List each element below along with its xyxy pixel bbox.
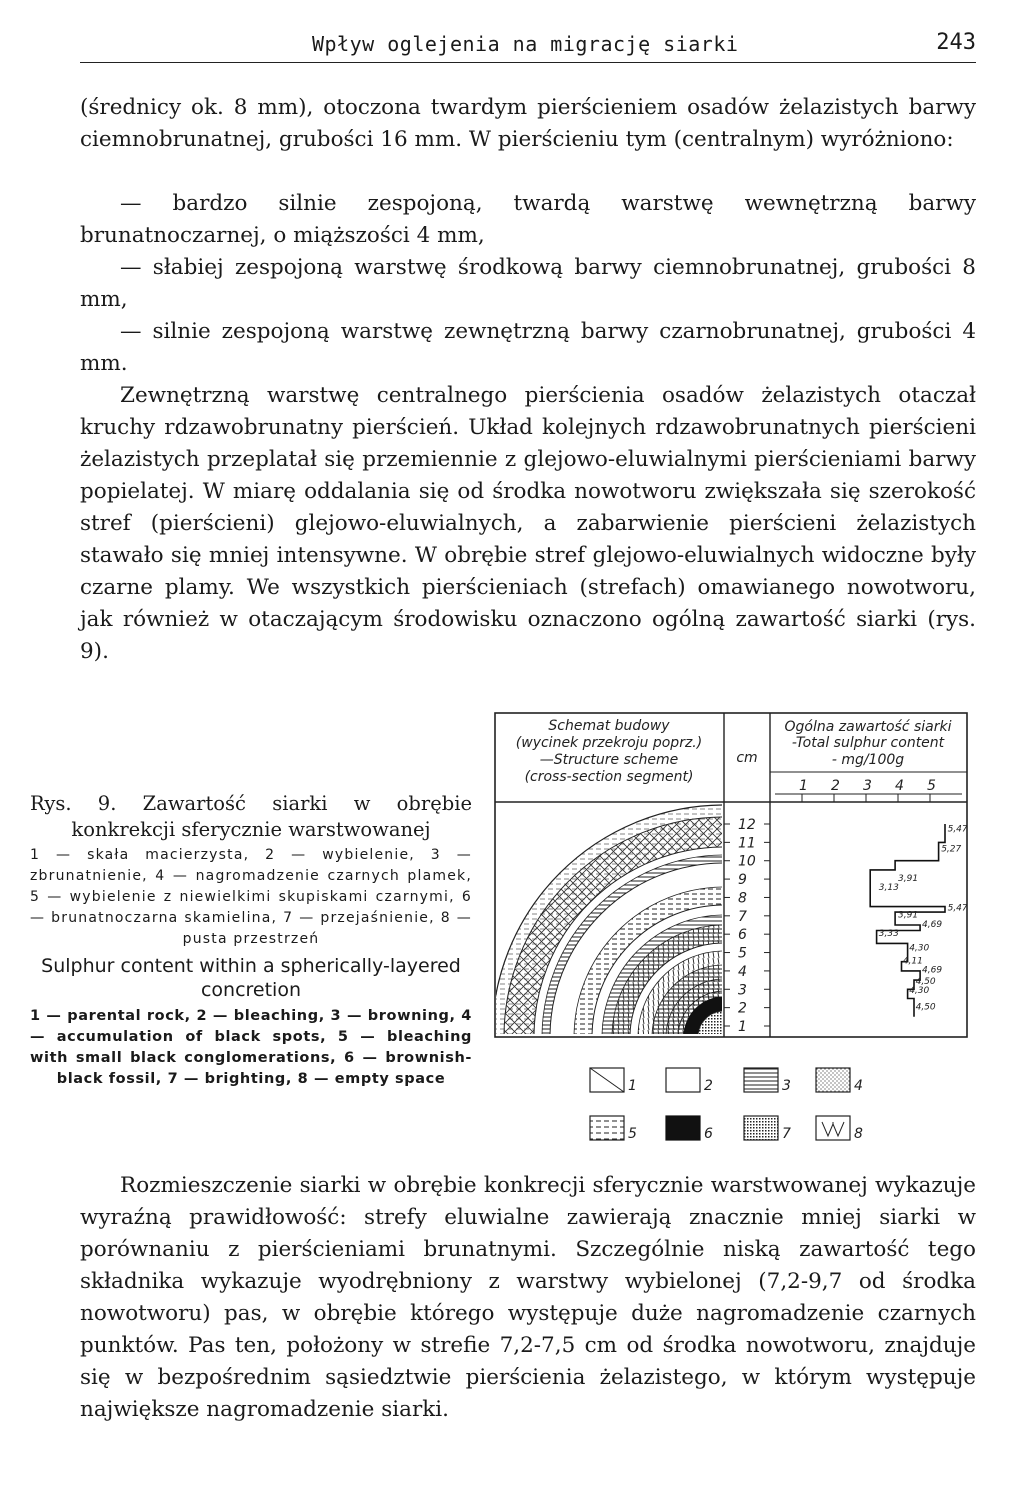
- cm-tick-label: 2: [738, 1000, 747, 1017]
- cm-tick-label: 5: [738, 945, 747, 962]
- value-labels: [879, 824, 968, 1012]
- cm-tick-label: 11: [738, 835, 756, 852]
- symbol-legend: [588, 1064, 888, 1148]
- sulphur-header-line: -Total sulphur content: [791, 735, 945, 751]
- running-header: [80, 28, 976, 63]
- scale-tick-label: 2: [831, 778, 840, 794]
- legend-item-7: [744, 1116, 791, 1142]
- page-number: 243: [936, 30, 976, 55]
- value-label: 4,69: [922, 965, 943, 976]
- caption-pl-legend: 1 — skała macierzysta, 2 — wybielenie, 3 — zbrunatnienie, 4 — nagromadzenie czarnych plamek, 5 — wybielenie z niewielkimi skupiskami czarnymi, 6 — brunatnoczarna skamielina, 7 — przejaśnienie, 8 — pusta przestrzeń: [30, 847, 472, 947]
- paragraph-list-2: — słabiej zespojoną warstwę środkową barwy ciemnobrunatnej, grubości 8 mm,: [80, 255, 976, 312]
- scheme-header-line: (wycinek przekroju poprz.): [515, 735, 703, 751]
- value-label: 4,30: [909, 985, 930, 996]
- value-label: 5,27: [941, 844, 962, 855]
- paragraph-1: (średnicy ok. 8 mm), otoczona twardym pierścieniem osadów żelazistych barwy ciemnobrunatnej, grubości 16 mm. W pierścieniu tym (centralnym) wyróżniono:: [80, 95, 976, 152]
- legend-number: 3: [782, 1078, 791, 1094]
- legend-item-4: [816, 1068, 863, 1094]
- legend-item-2: [666, 1068, 713, 1094]
- scale-tick-label: 3: [863, 778, 872, 794]
- caption-en-title: Sulphur content within a spherically-layered concretion: [41, 955, 461, 1001]
- scheme-header-line: Schemat budowy: [548, 718, 670, 734]
- cm-tick-label: 7: [738, 908, 747, 925]
- cm-tick-label: 3: [738, 982, 747, 999]
- legend-number: 5: [628, 1126, 637, 1142]
- scale-tick-label: 5: [927, 778, 936, 794]
- value-label: 4,30: [909, 943, 930, 954]
- paragraph-3: Rozmieszczenie siarki w obrębie konkrecji sferycznie warstwowanej wykazuje wyraźną prawidłowość: strefy eluwialne zawierają znacznie mniej siarki w porównaniu z pierścieniami brunatnymi. Szczególnie niską zawartość tego składnika wykazuje wyodrębniony z warstwy wybielonej (7,2-9,7 od środka nowotworu) pas, w obrębie którego występuje duże nagromadzenie czarnych punktów. Pas ten, położony w strefie 7,2-7,5 cm od środka nowotworu, znajduje się w bezpośrednim sąsiedztwie pierścienia żelazistego, w którym występuje największe nagromadzenie siarki.: [80, 1173, 976, 1422]
- cm-tick-label: 1: [738, 1019, 747, 1035]
- sulphur-header-line: Ogólna zawartość siarki: [784, 719, 952, 735]
- scale-tick-label: 4: [895, 778, 904, 794]
- caption-en-legend: 1 — parental rock, 2 — bleaching, 3 — browning, 4 — accumulation of black spots, 5 — bleaching with small black conglomerations, 6 — brownish-black fossil, 7 — brighting, 8 — empty space: [30, 1008, 472, 1087]
- cm-scale: [724, 817, 770, 1035]
- legend-item-1: [590, 1068, 637, 1094]
- value-label: 4,50: [915, 976, 936, 987]
- legend-item-3: [744, 1068, 791, 1094]
- scheme-header-line: (cross-section segment): [524, 769, 694, 785]
- value-label: 4,69: [922, 919, 943, 930]
- running-title: Wpływ oglejenia na migrację siarki: [312, 32, 739, 56]
- cm-header: cm: [736, 750, 758, 766]
- value-label: 3,91: [898, 910, 919, 921]
- legend-item-5: [590, 1116, 637, 1142]
- value-label: 4,11: [902, 956, 923, 967]
- legend-item-6: [666, 1116, 713, 1142]
- legend-item-8: [816, 1116, 863, 1142]
- sulphur-scale: [775, 778, 962, 802]
- scheme-header-line: —Structure scheme: [539, 752, 679, 768]
- cm-tick-label: 10: [738, 853, 756, 870]
- paragraph-list-3: — silnie zespojoną warstwę zewnętrzną barwy czarnobrunatnej, grubości 4 mm.: [80, 319, 976, 376]
- value-label: 3,91: [898, 873, 919, 884]
- legend-number: 4: [854, 1078, 863, 1094]
- cm-tick-label: 9: [738, 872, 747, 889]
- legend-number: 6: [704, 1126, 713, 1142]
- sulphur-header-line: - mg/100g: [831, 752, 905, 768]
- sulphur-header: [785, 719, 952, 768]
- legend-number: 2: [704, 1078, 713, 1094]
- scale-tick-label: 1: [799, 778, 808, 794]
- caption-pl-title: Rys. 9. Zawartość siarki w obrębie konkrekcji sferycznie warstwowanej: [30, 792, 472, 841]
- value-label: 3,13: [878, 883, 899, 894]
- legend-number: 8: [854, 1126, 863, 1142]
- value-label: 4,50: [915, 1002, 936, 1013]
- cm-tick-label: 8: [738, 890, 747, 907]
- value-label: 5,47: [947, 824, 968, 835]
- value-label: 3,33: [878, 929, 899, 940]
- figure-9: [492, 712, 970, 1040]
- legend-number: 1: [628, 1078, 637, 1094]
- legend-number: 7: [782, 1126, 791, 1142]
- paragraph-list-1: — bardzo silnie zespojoną, twardą warstwę wewnętrzną barwy brunatnoczarnej, o miąższości 4 mm,: [80, 191, 976, 248]
- cm-tick-label: 6: [738, 927, 747, 944]
- paragraph-2: Zewnętrzną warstwę centralnego pierścienia osadów żelazistych otaczał kruchy rdzawobrunatny pierścień. Układ kolejnych rdzawobrunatnych pierścieni żelazistych przeplatał się przemiennie z glejowo-eluwialnymi pierścieniami barwy popielatej. W miarę oddalania się od środka nowotworu zwiększała się szerokość stref (pierścieni) glejowo-eluwialnych, a zabarwienie pierścieni żelazistych stawało się mniej intensywne. W obrębie stref glejowo-eluwialnych widoczne były czarne plamy. We wszystkich pierścieniach (strefach) omawianego nowotworu, jak również w otaczającym środowisku oznaczono ogólną zawartość siarki (rys. 9).: [80, 383, 976, 664]
- cm-tick-label: 4: [738, 963, 747, 980]
- figure-caption: [30, 785, 472, 1090]
- figure-svg: [492, 712, 970, 1040]
- value-label: 5,47: [947, 903, 968, 914]
- cm-tick-label: 12: [738, 817, 756, 833]
- legend-svg: [588, 1064, 888, 1148]
- scheme-header: [516, 718, 702, 785]
